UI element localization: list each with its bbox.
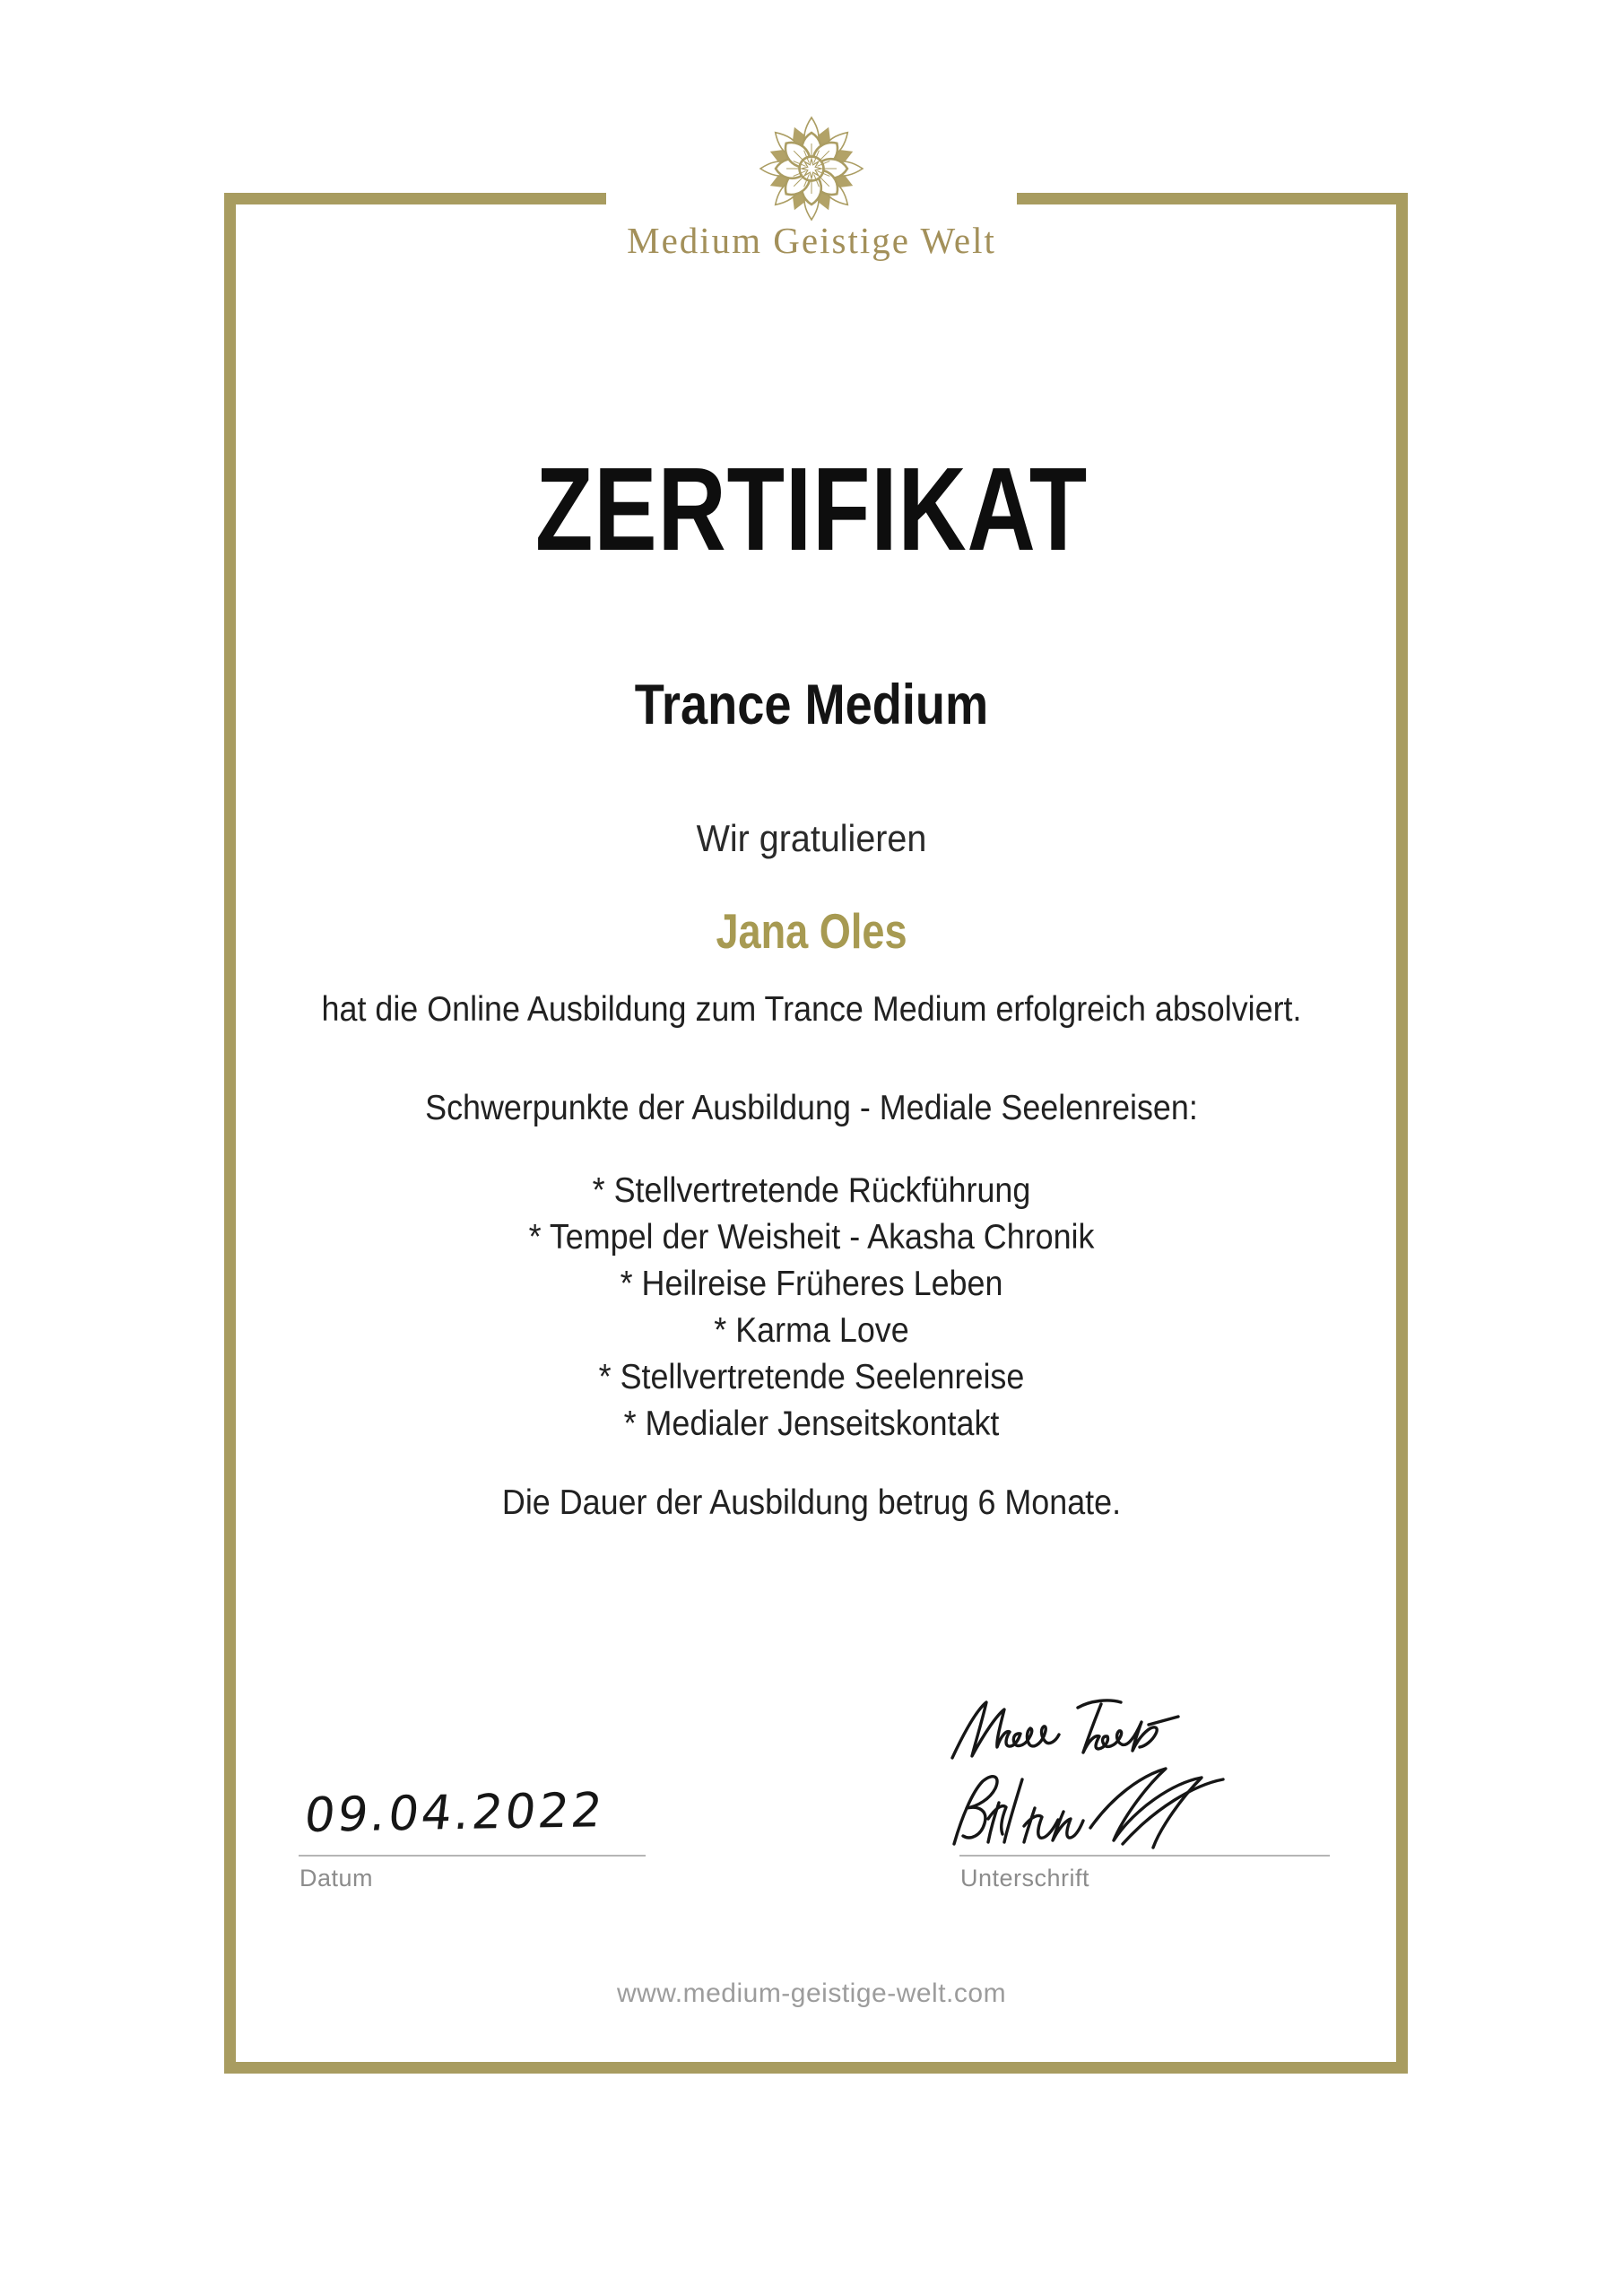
date-line <box>299 1855 646 1857</box>
focus-item: * Heilreise Früheres Leben <box>620 1265 1003 1303</box>
congratulation-text: Wir gratulieren <box>696 817 927 859</box>
focus-item: * Karma Love <box>714 1311 909 1350</box>
date-value: 09.04.2022 <box>301 1783 608 1843</box>
signature-second <box>954 1769 1223 1848</box>
duration-statement: Die Dauer der Ausbildung betrug 6 Monate. <box>501 1483 1122 1522</box>
recipient-name: Jana Oles <box>716 903 907 959</box>
focus-item: * Medialer Jenseitskontakt <box>623 1405 1000 1443</box>
focus-heading: Schwerpunkte der Ausbildung - Mediale Seelenreisen: <box>425 1089 1198 1127</box>
brand-name: Medium Geistige Welt <box>627 220 996 261</box>
focus-item: * Stellvertretende Seelenreise <box>598 1358 1025 1396</box>
signature-label: Unterschrift <box>960 1865 1090 1892</box>
mandala-star <box>802 159 821 178</box>
date-label: Datum <box>299 1865 374 1892</box>
certificate-title: ZERTIFIKAT <box>534 443 1089 575</box>
focus-list <box>0 1168 1623 1448</box>
focus-item: * Tempel der Weisheit - Akasha Chronik <box>528 1218 1095 1257</box>
website-url: www.medium-geistige-welt.com <box>616 1979 1007 2008</box>
completion-statement: hat die Online Ausbildung zum Trance Medium erfolgreich absolviert. <box>321 990 1302 1029</box>
signature-line <box>959 1855 1330 1857</box>
signature-nicole-frost <box>952 1700 1178 1758</box>
course-name: Trance Medium <box>634 674 989 736</box>
signature-image <box>947 1692 1243 1853</box>
lotus-mandala-icon <box>758 115 865 222</box>
mandala-rays <box>786 144 837 194</box>
focus-item: * Stellvertretende Rückführung <box>592 1171 1031 1210</box>
